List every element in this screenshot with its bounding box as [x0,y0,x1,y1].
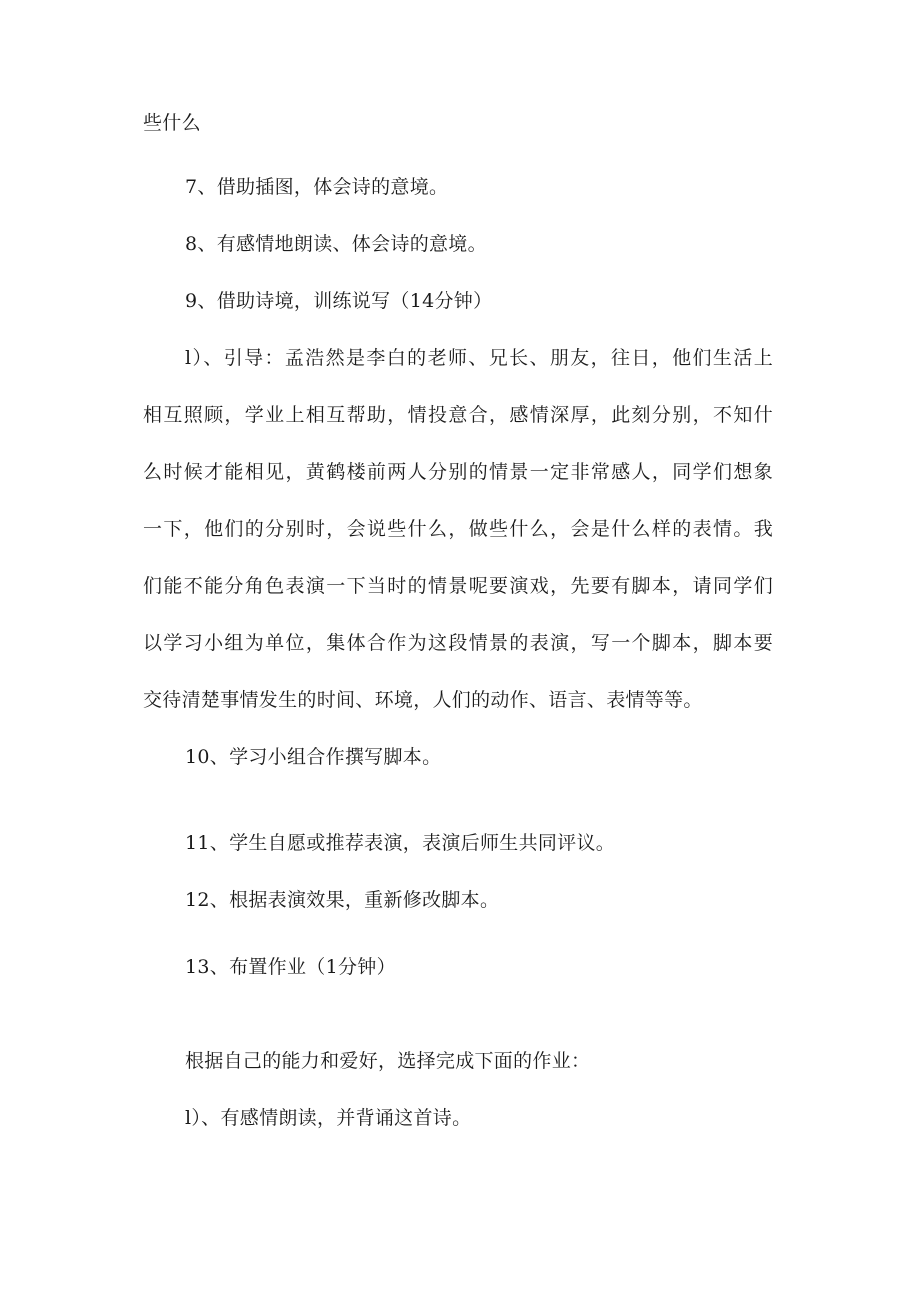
list-item-8: 8、有感情地朗读、体会诗的意境。 [185,233,487,255]
list-item-12: 12、根据表演效果，重新修改脚本。 [185,889,500,911]
list-item-10: 10、学习小组合作撰写脚本。 [185,746,442,768]
homework-intro: 根据自己的能力和爱好，选择完成下面的作业： [185,1050,591,1072]
list-item-9: 9、借助诗境，训练说写（14分钟） [185,290,493,312]
paragraph-line-1: l）、引导：孟浩然是李白的老师、兄长、朋友，往日，他们生活上 [185,347,773,369]
list-item-13: 13、布置作业（1分钟） [185,956,396,978]
list-item-11: 11、学生自愿或推荐表演，表演后师生共同评议。 [185,832,616,854]
paragraph-line-4: 一下，他们的分别时，会说些什么，做些什么，会是什么样的表情。我 [143,518,773,540]
paragraph-line-7: 交待清楚事情发生的时间、环境，人们的动作、语言、表情等等。 [143,689,703,711]
list-item-7: 7、借助插图，体会诗的意境。 [185,176,449,198]
paragraph-line-2: 相互照顾，学业上相互帮助，情投意合，感情深厚，此刻分别，不知什 [143,404,773,426]
text-line-continuation: 些什么 [143,112,201,134]
paragraph-line-6: 以学习小组为单位，集体合作为这段情景的表演，写一个脚本，脚本要 [143,632,773,654]
paragraph-line-3: 么时候才能相见，黄鹤楼前两人分别的情景一定非常感人，同学们想象 [143,461,773,483]
paragraph-line-5: 们能不能分角色表演一下当时的情景呢要演戏，先要有脚本，请同学们 [143,575,773,597]
homework-item-1: l）、有感情朗读，并背诵这首诗。 [185,1107,472,1129]
